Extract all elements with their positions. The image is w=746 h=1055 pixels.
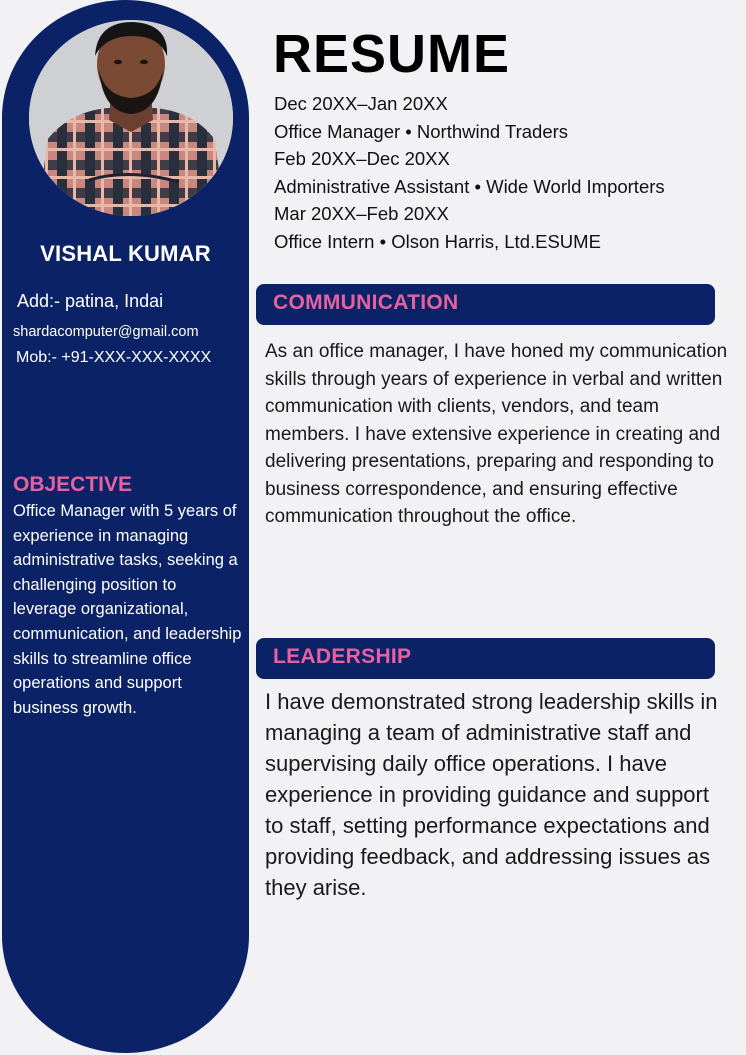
leadership-heading: LEADERSHIP [273, 645, 412, 668]
candidate-name: VISHAL KUMAR [40, 241, 211, 266]
profile-photo [29, 20, 233, 216]
sidebar [2, 0, 249, 1053]
experience-line: Mar 20XX–Feb 20XX [274, 203, 449, 224]
experience-line: Feb 20XX–Dec 20XX [274, 148, 450, 169]
experience-list [274, 90, 665, 255]
experience-line: Office Intern • Olson Harris, Ltd.ESUME [274, 230, 601, 252]
experience-line: Dec 20XX–Jan 20XX [274, 93, 448, 114]
leadership-text: I have demonstrated strong leadership skills in managing a team of administrative staff and supervising daily office operations. I have experience in providing guidance and support to staff, setting performance expectations and providing feedback, and addressing issues as they arise. [265, 689, 718, 900]
communication-header-bar [256, 284, 715, 325]
phone-text: Mob:- +91-XXX-XXX-XXXX [16, 349, 212, 366]
communication-text: As an office manager, I have honed my communication skills through years of experience in verbal and written communication with clients, vendors, and team members. I have extensive experience in creating and delivering presentations, preparing and responding to business correspondence, and ensuring effective communication throughout the office. [265, 341, 728, 527]
email-text: shardacomputer@gmail.com [13, 324, 199, 340]
leadership-header-bar [256, 638, 715, 679]
resume-title: RESUME [273, 24, 511, 84]
experience-line: Administrative Assistant • Wide World Importers [274, 175, 665, 197]
objective-text: Office Manager with 5 years of experience in managing administrative tasks, seeking a challenging position to leverage organizational, communication, and leadership skills to streamline office operations and support business growth. [13, 502, 242, 717]
communication-heading: COMMUNICATION [273, 291, 459, 314]
address-text: Add:- patina, Indai [17, 291, 164, 311]
experience-line: Office Manager • Northwind Traders [274, 120, 569, 142]
objective-heading: OBJECTIVE [13, 473, 133, 496]
